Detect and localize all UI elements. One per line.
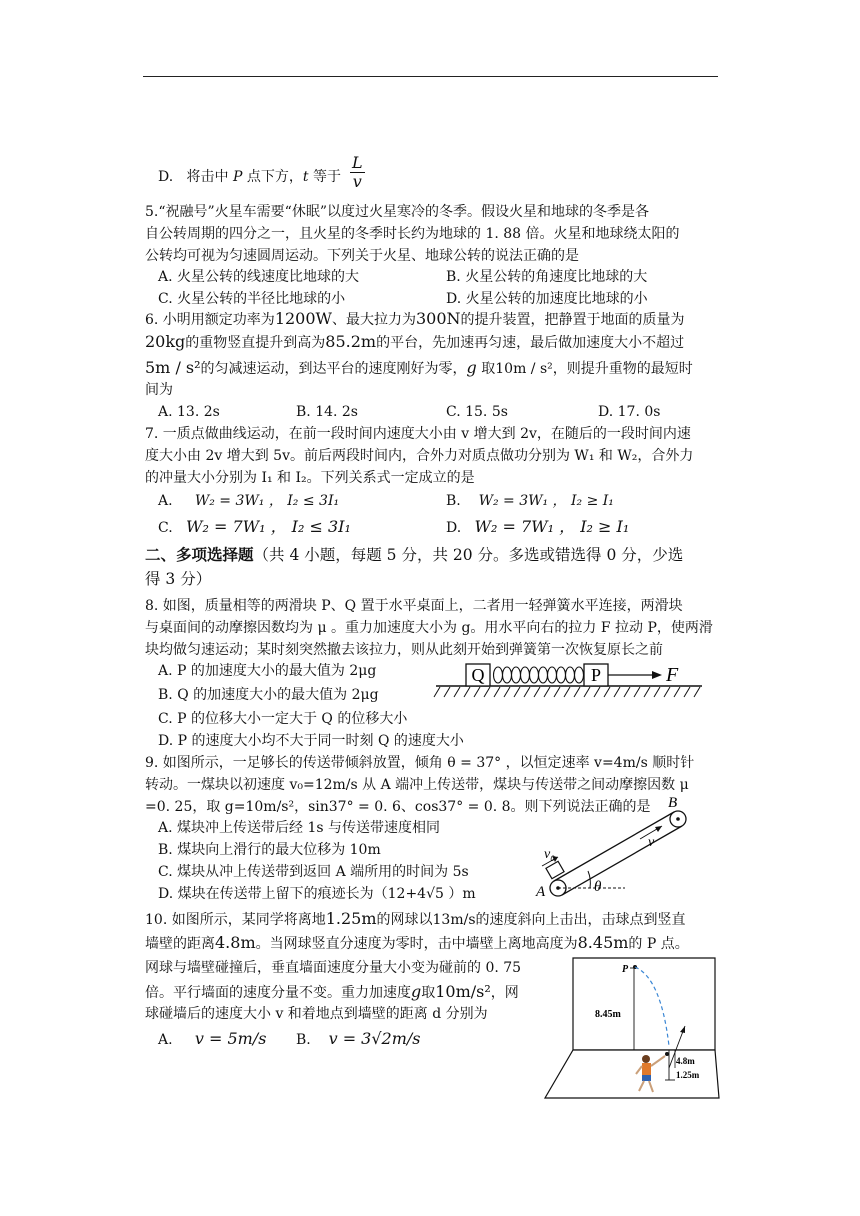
- section-2-heading: 二、多项选择题（共 4 小题，每题 5 分，共 20 分。多选或错选得 0 分，少选: [145, 545, 684, 564]
- wall: [573, 958, 715, 1050]
- q9-option-d: D. 煤块在传送带上留下的痕迹长为（12+4√5 ）m: [158, 886, 476, 902]
- point-p-label: P: [622, 964, 629, 975]
- spring: [494, 667, 584, 683]
- force-f-label: F: [666, 664, 679, 686]
- q9-option-a: A. 煤块冲上传送带后经 1s 与传送带速度相同: [158, 820, 441, 836]
- q6-stem-line4: 间为: [145, 382, 173, 398]
- q4-option-d: D. 将击中 P 点下方，t 等于: [158, 169, 341, 185]
- q10-stem-line4: 倍。平行墙面的速度分量不变。重力加速度g取10m/s²，网: [145, 982, 519, 1001]
- q6-stem-line1: 6. 小明用额定功率为1200W、最大拉力为300N的提升装置，把静置于地面的质量为: [145, 309, 685, 328]
- q7-option-c: C. W₂ = 7W₁ ， I₂ ≤ 3I₁: [158, 517, 351, 536]
- q8-stem-line3: 块均做匀速运动；某时刻突然撤去该拉力，则从此刻开始到弹簧第一次恢复原长之前: [145, 642, 663, 658]
- v0-label: v₀: [544, 847, 556, 862]
- q9-conveyor-figure: [530, 792, 700, 904]
- q8-option-b: B. Q 的加速度大小的最大值为 2μg: [158, 687, 379, 703]
- q9-stem-line2: 转动。一煤块以初速度 v₀=12m/s 从 A 端冲上传送带，煤块与传送带之间动摩擦因数 μ: [145, 777, 689, 793]
- q10-option-b: B. v = 3√2m/s: [296, 1029, 421, 1048]
- belt-v-label: v: [648, 835, 655, 850]
- q9-stem-line1: 9. 如图所示，一足够长的传送带倾斜放置，倾角 θ = 37° ，以恒定速率 v=4m/s 顺时针: [145, 755, 695, 771]
- q8-stem-line2: 与桌面间的动摩擦因数均为 μ 。重力加速度大小为 g。用水平向右的拉力 F 拉动 P，使两滑: [145, 620, 713, 636]
- q6-stem-line2: 20kg的重物竖直提升到高为85.2m的平台，先加速再匀速，最后做加速度大小不超过: [145, 332, 685, 351]
- q10-stem-line3: 网球与墙壁碰撞后，垂直墙面速度分量大小变为碰前的 0. 75: [145, 960, 522, 976]
- section-2-heading-cont: 得 3 分）: [145, 570, 212, 588]
- q7-stem-line2: 度大小由 2v 增大到 5v。前后两段时间内，合外力对质点做功分别为 W₁ 和 W₂，合外力: [145, 448, 694, 464]
- header-rule: [143, 76, 718, 77]
- q5-stem-line3: 公转均可视为匀速圆周运动。下列关于火星、地球公转的说法正确的是: [145, 248, 579, 264]
- block-p-label: P: [590, 665, 602, 685]
- q7-option-d: D. W₂ = 7W₁ ， I₂ ≥ I₁: [446, 517, 630, 536]
- end-b-label: B: [668, 795, 678, 811]
- end-a-label: A: [536, 884, 546, 900]
- q5-option-b: B. 火星公转的角速度比地球的大: [446, 269, 648, 285]
- q9-stem-line3: =0. 25，取 g=10m/s²，sin37° = 0. 6、cos37° = 0. 8。则下列说法正确的是: [145, 799, 651, 815]
- q6-option-d: D. 17. 0s: [598, 404, 661, 420]
- distance-48-label: 4.8m: [676, 1056, 695, 1066]
- q8-stem-line1: 8. 如图，质量相等的两滑块 P、Q 置于水平桌面上，二者用一轻弹簧水平连接，两滑块: [145, 598, 683, 614]
- theta-label: θ: [594, 879, 602, 895]
- q8-spring-figure: [430, 656, 710, 702]
- q7-option-a: A. W₂ = 3W₁ ， I₂ ≤ 3I₁: [158, 493, 340, 509]
- height-125-label: 1.25m: [676, 1070, 700, 1080]
- q6-option-b: B. 14. 2s: [296, 404, 358, 420]
- q10-stem-line5: 球碰墙后的速度大小 v 和着地点到墙壁的距离 d 分别为: [145, 1006, 488, 1022]
- q7-stem-line3: 的冲量大小分别为 I₁ 和 I₂。下列关系式一定成立的是: [145, 470, 475, 486]
- q5-stem-line2: 自公转周期的四分之一，且火星的冬季时长约为地球的 1. 88 倍。火星和地球绕太阳的: [145, 226, 680, 242]
- q7-stem-line1: 7. 一质点做曲线运动，在前一段时间内速度大小由 v 增大到 2v，在随后的一段时间内速: [145, 426, 691, 442]
- q6-option-c: C. 15. 5s: [446, 404, 508, 420]
- q9-option-b: B. 煤块向上滑行的最大位移为 10m: [158, 842, 381, 858]
- q10-tennis-figure: [543, 956, 723, 1100]
- q10-stem-line2: 墙壁的距离4.8m。当网球竖直分速度为零时，击中墙壁上离地高度为8.45m的 P 点。: [145, 933, 689, 952]
- q8-option-c: C. P 的位移大小一定大于 Q 的位移大小: [158, 711, 408, 727]
- q10-option-a: A. v = 5m/s: [158, 1029, 267, 1048]
- q10-stem-line1: 10. 如图所示，某同学将离地1.25m的网球以13m/s的速度斜向上击出，击球点到竖直: [145, 909, 686, 928]
- q5-option-c: C. 火星公转的半径比地球的小: [158, 291, 346, 307]
- height-845-label: 8.45m: [595, 1009, 621, 1020]
- q5-option-d: D. 火星公转的加速度比地球的小: [446, 291, 648, 307]
- q8-option-d: D. P 的速度大小均不大于同一时刻 Q 的速度大小: [158, 733, 464, 749]
- q6-option-a: A. 13. 2s: [158, 404, 220, 420]
- block-q-label: Q: [471, 665, 485, 685]
- q7-option-b: B. W₂ = 3W₁ ， I₂ ≥ I₁: [446, 493, 614, 509]
- q5-option-a: A. 火星公转的线速度比地球的大: [158, 269, 360, 285]
- q6-stem-line3: 5m / s²的匀减速运动，到达平台的速度刚好为零，g 取10m / s²，则提升重物的最短时: [145, 358, 693, 377]
- q5-stem-line1: 5.“祝融号”火星车需要“休眠”以度过火星寒冷的冬季。假设火星和地球的冬季是各: [145, 204, 649, 220]
- q9-option-c: C. 煤块从冲上传送带到返回 A 端所用的时间为 5s: [158, 864, 469, 880]
- q4-fraction: $\frac{L}{v}$: [352, 153, 363, 191]
- q8-option-a: A. P 的加速度大小的最大值为 2μg: [158, 663, 377, 679]
